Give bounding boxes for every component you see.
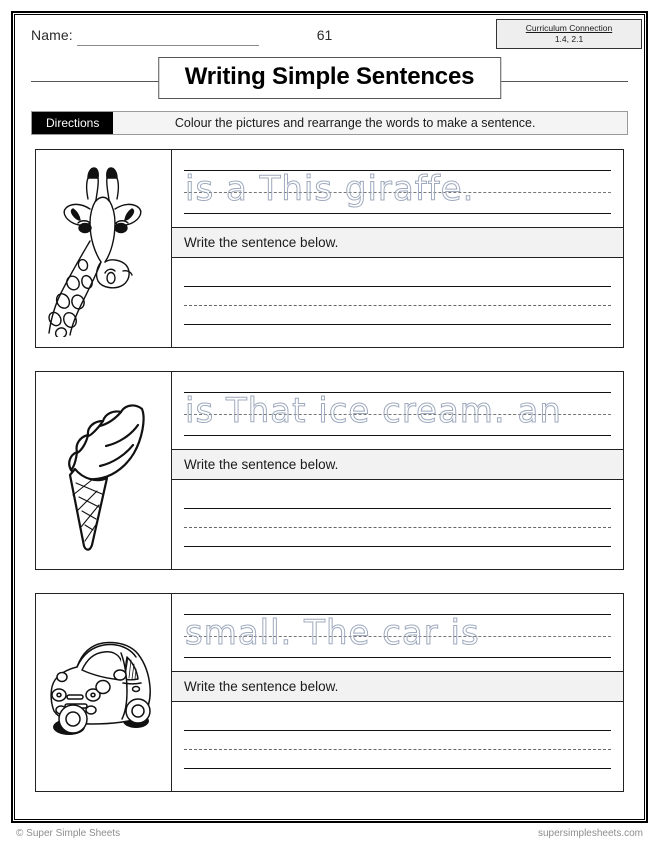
page-title: Writing Simple Sentences — [184, 63, 475, 90]
exercise-list — [35, 149, 624, 792]
handwriting-line-top — [184, 286, 611, 287]
handwriting-answer-area[interactable] — [172, 258, 623, 347]
exercise-work-cell — [172, 372, 623, 569]
ice-cream-cone-icon — [45, 383, 163, 559]
directions-text: Colour the pictures and rearrange the words to make a sentence. — [174, 116, 536, 130]
handwriting-answer-area[interactable] — [172, 702, 623, 791]
page-number: 61 — [316, 27, 333, 43]
exercise-picture-cell[interactable] — [36, 594, 172, 791]
scrambled-sentence-area — [172, 594, 623, 672]
scrambled-words: is a This giraffe. — [185, 169, 475, 209]
footer — [16, 828, 643, 839]
handwriting-line-bottom — [184, 324, 611, 325]
exercise-picture-cell[interactable] — [36, 150, 172, 347]
write-prompt: Write the sentence below. — [172, 672, 623, 702]
handwriting-line-middle — [184, 527, 611, 528]
exercise-work-cell — [172, 594, 623, 791]
curriculum-connection-codes: 1.4, 2.1 — [554, 34, 584, 44]
car-icon — [41, 623, 167, 763]
header — [15, 15, 644, 55]
handwriting-answer-area[interactable] — [172, 480, 623, 569]
scrambled-words: small. The car is — [185, 613, 480, 653]
giraffe-icon — [45, 161, 163, 337]
name-label: Name: — [31, 27, 73, 43]
footer-website: supersimplesheets.com — [537, 828, 643, 839]
exercise-item — [35, 371, 624, 570]
footer-copyright: © Super Simple Sheets — [16, 828, 121, 839]
handwriting-line-top — [184, 508, 611, 509]
write-prompt: Write the sentence below. — [172, 450, 623, 480]
handwriting-line-middle — [184, 305, 611, 306]
handwriting-line-middle — [184, 749, 611, 750]
curriculum-connection-box — [496, 19, 642, 49]
scrambled-words: is That ice cream. an — [185, 391, 562, 431]
scrambled-sentence-area — [172, 150, 623, 228]
directions-tag: Directions — [32, 112, 113, 134]
handwriting-line-top — [184, 730, 611, 731]
write-prompt: Write the sentence below. — [172, 228, 623, 258]
curriculum-connection-title: Curriculum Connection — [525, 23, 613, 33]
exercise-picture-cell[interactable] — [36, 372, 172, 569]
exercise-item — [35, 149, 624, 348]
exercise-work-cell — [172, 150, 623, 347]
directions-bar — [31, 111, 628, 135]
name-input-blank[interactable] — [77, 45, 259, 46]
page-title-box — [158, 57, 502, 99]
handwriting-line-bottom — [184, 546, 611, 547]
worksheet-content — [15, 15, 644, 819]
handwriting-line-bottom — [184, 768, 611, 769]
exercise-item — [35, 593, 624, 792]
scrambled-sentence-area — [172, 372, 623, 450]
title-section — [15, 57, 644, 103]
